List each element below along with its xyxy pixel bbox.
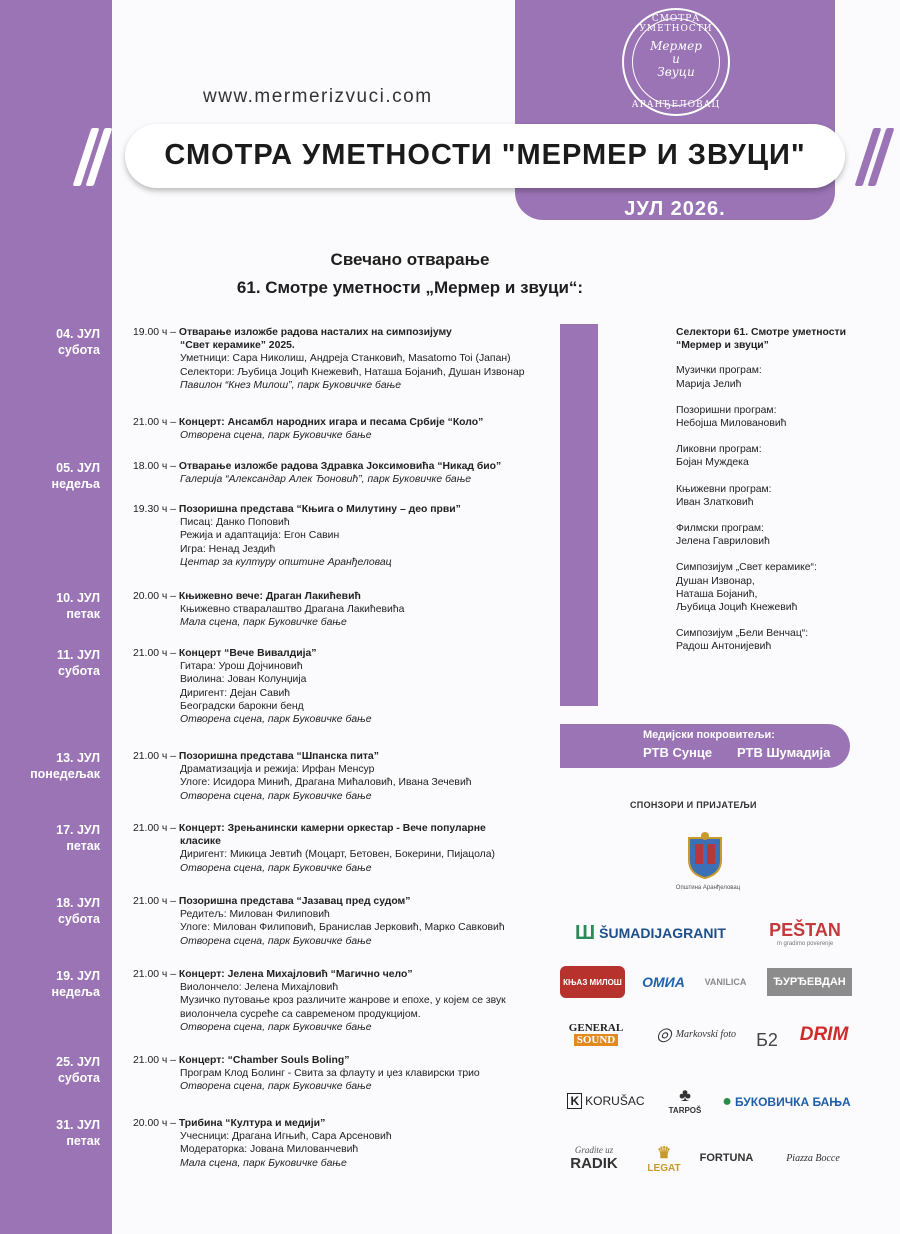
day-date: 18. ЈУЛ [56, 896, 100, 910]
selector-group [676, 627, 876, 653]
logo-seal [622, 8, 730, 116]
event-detail: виолончела сусреће са савременом продукцијом. [180, 1008, 421, 1020]
selector-name: Радош Антонијевић [676, 641, 772, 653]
day-weekday: петак [66, 607, 100, 621]
event-detail: Виолончело: Јелена Михајловић [180, 982, 339, 994]
event-detail: класике [180, 836, 221, 848]
day-weekday: субота [57, 1071, 100, 1085]
event-entry [133, 968, 558, 1034]
event-time: 21.00 ч – [133, 969, 176, 980]
event-venue: Отворена сцена, парк Буковичке бање [180, 935, 372, 947]
day-date: 13. ЈУЛ [56, 751, 100, 765]
logo-tarpos: ♣ TARPOŠ [668, 1085, 702, 1115]
selector-name: Љубица Јоцић Кнежевић [676, 602, 798, 614]
event-venue: Павилон “Кнез Милош”, парк Буковичке бање [180, 379, 402, 391]
event-entry [133, 1054, 558, 1094]
logo-vanilica: VANILICA [704, 977, 747, 987]
selector-group [676, 443, 876, 469]
event-heading [133, 968, 558, 981]
event-heading [133, 822, 558, 835]
crest-caption: Општина Аранђеловац [675, 885, 741, 891]
day-label [0, 750, 100, 782]
selector-group [676, 364, 876, 390]
event-detail: Модераторка: Јована Милованчевић [180, 1144, 359, 1156]
day-date: 31. ЈУЛ [56, 1118, 100, 1132]
event-detail: Гитара: Урош Дојчиновић [180, 661, 303, 673]
event-venue: Отворена сцена, парк Буковичке бање [180, 1021, 372, 1033]
event-time: 21.00 ч – [133, 648, 176, 659]
logo-bukovicka-banja: ● БУКОВИЧКА БАЊА [722, 1093, 851, 1110]
event-title: Концерт: Ансамбл народних игара и песама Србије “Коло” [178, 417, 484, 428]
seal-ring-top: СМОТРА УМЕТНОСТИ [639, 14, 713, 34]
logo-piazza-bocce: Piazza Bocce [786, 1152, 840, 1164]
day-label [0, 460, 100, 492]
logo-sumadija-granit: Ш ŠUMADIJAGRANIT [575, 921, 726, 944]
selector-name: Наташа Бојанић, [676, 588, 758, 600]
event-detail: Драматизација и режија: Ирфан Менсур [180, 764, 375, 776]
event-heading [133, 460, 558, 473]
event-entry [133, 750, 558, 803]
event-time: 21.00 ч – [133, 417, 176, 428]
event-title: Концерт: Зрењанински камерни оркестар - Вече популарне [178, 823, 486, 834]
event-title: Отварање изложбе радова насталих на симпозијуму [178, 327, 452, 338]
day-weekday: петак [66, 839, 100, 853]
logo-markovski-foto: ◎ Markovski foto [656, 1023, 736, 1044]
event-entry [133, 503, 558, 569]
event-time: 21.00 ч – [133, 823, 176, 834]
day-label [0, 968, 100, 1000]
event-venue: Мала сцена, парк Буковичке бање [180, 1157, 347, 1169]
event-heading [133, 590, 558, 603]
event-time: 21.00 ч – [133, 896, 176, 907]
logo-korusac: K KORUŠAC [561, 1090, 651, 1112]
event-venue: Отворена сцена, парк Буковичке бање [180, 862, 372, 874]
event-detail: Програм Клод Болинг - Свита за флауту и џез клавирски трио [180, 1068, 480, 1080]
day-label [0, 590, 100, 622]
logo-drim: DRIM [799, 1024, 849, 1045]
event-entry [133, 326, 558, 392]
selector-name: Бојан Муждека [676, 457, 749, 469]
day-date: 10. ЈУЛ [56, 591, 100, 605]
event-entry [133, 416, 558, 442]
event-venue: Галерија “Александар Алек Ђоновић”, парк Буковичке бање [180, 474, 472, 486]
event-detail: Режија и адаптација: Егон Савин [180, 530, 340, 542]
day-weekday: понедељак [30, 767, 100, 781]
event-time: 21.00 ч – [133, 1055, 176, 1066]
day-date: 25. ЈУЛ [56, 1055, 100, 1069]
title-banner [125, 124, 845, 188]
page-title: СМОТРА УМЕТНОСТИ "МЕРМЕР И ЗВУЦИ" [164, 139, 806, 171]
selector-name: Јелена Гавриловић [676, 536, 770, 548]
event-title: Отварање изложбе радова Здравка Јоксимовића “Никад био” [178, 461, 502, 472]
event-detail: Уметници: Сара Николиш, Андреја Станковић, Masatomo Toi (Јапан) [180, 353, 511, 365]
day-label [0, 1117, 100, 1149]
event-heading [133, 326, 558, 339]
event-detail: Виолина: Јован Колунџија [180, 674, 307, 686]
event-time: 19.00 ч – [133, 327, 176, 338]
event-title: Књижевно вече: Драган Лакићевић [178, 591, 361, 602]
event-heading [133, 895, 558, 908]
day-date: 11. ЈУЛ [56, 648, 100, 662]
selector-program: Филмски програм: [676, 523, 764, 535]
selector-name: Иван Златковић [676, 496, 754, 508]
event-detail: Диригент: Дејан Савић [180, 687, 291, 699]
day-date: 05. ЈУЛ [56, 461, 100, 475]
event-detail: Писац: Данко Поповић [180, 517, 290, 529]
event-venue: Мала сцена, парк Буковичке бање [180, 617, 347, 629]
event-title: Трибина “Култура и медији” [178, 1118, 326, 1129]
event-time: 20.00 ч – [133, 1118, 176, 1129]
day-weekday: недеља [51, 985, 100, 999]
event-venue: Отворена сцена, парк Буковичке бање [180, 790, 372, 802]
selector-program: Књижевни програм: [676, 483, 772, 495]
event-heading [133, 647, 558, 660]
event-heading [133, 1054, 558, 1067]
event-title: Позоришна представа “Књига о Милутину – део први” [178, 504, 461, 515]
event-time: 20.00 ч – [133, 591, 176, 602]
day-weekday: петак [66, 1134, 100, 1148]
event-heading [133, 416, 558, 429]
event-detail: Учесници: Драгана Игњић, Сара Арсеновић [180, 1131, 392, 1143]
logo-pestan: PEŠTAN m gradimo poverenje [769, 919, 841, 947]
logo-fortuna: FORTUNA [699, 1152, 754, 1164]
event-heading [133, 1117, 558, 1130]
logo-general-sound: GENERAL SOUND [568, 1022, 624, 1046]
event-venue: Отворена сцена, парк Буковичке бање [180, 1081, 372, 1093]
event-entry [133, 895, 558, 948]
selectors-title: Селектори 61. Смотре уметности “Мермер и звуци” [676, 327, 847, 352]
selector-group [676, 522, 876, 548]
day-weekday: субота [57, 664, 100, 678]
event-time: 18.00 ч – [133, 461, 176, 472]
media-label: Медијски покровитељи: [643, 729, 775, 741]
event-title: Концерт “Вече Вивалдија” [178, 648, 317, 659]
event-heading [133, 503, 558, 516]
day-weekday: субота [57, 343, 100, 357]
event-detail: Игра: Ненад Јездић [180, 543, 276, 555]
day-label [0, 647, 100, 679]
day-weekday: субота [57, 912, 100, 926]
selectors-panel [676, 326, 876, 667]
selector-name: Небојша Миловановић [676, 418, 787, 430]
selector-group [676, 561, 876, 614]
event-venue: Отворена сцена, парк Буковичке бање [180, 430, 372, 442]
event-detail: Књижевно стваралаштво Драгана Лакићевића [180, 604, 405, 616]
event-heading [133, 750, 558, 763]
festival-date: ЈУЛ 2026. [624, 198, 726, 220]
event-entry [133, 460, 558, 486]
event-entry [133, 647, 558, 726]
event-title: Позоришна представа “Шпанска пита” [178, 751, 379, 762]
media-item: РТВ Сунце [643, 745, 713, 760]
media-item: РТВ Шумадија [737, 745, 831, 760]
sponsors-title: СПОНЗОРИ И ПРИЈАТЕЉИ [630, 800, 757, 810]
seal-ring-bottom: АРАНЂЕЛОВАЦ [631, 100, 721, 110]
event-detail: Редитељ: Милован Филиповић [180, 909, 330, 921]
selector-program: Позоришни програм: [676, 404, 777, 416]
day-date: 04. ЈУЛ [56, 327, 100, 341]
event-detail: Селектори: Љубица Јоцић Кнежевић, Наташа Бојанић, Душан Извонар [180, 366, 525, 378]
day-weekday: недеља [51, 477, 100, 491]
logo-b2: Б2 [756, 1029, 778, 1050]
opening-heading: Свечано отварање 61. Смотре уметности „Мермер и звуци“: [236, 250, 584, 297]
event-detail: “Свет керамике” 2025. [180, 340, 295, 352]
website-url[interactable]: www.mermerizvuci.com [203, 86, 433, 107]
selector-program: Симпозијум „Свет керамике“: [676, 562, 817, 574]
event-detail: Музичко путовање кроз различите жанрове и епохе, у којем се звук [180, 995, 506, 1007]
selector-name: Марија Јелић [676, 378, 742, 390]
logo-radik: Gradite uz RADIK [570, 1145, 618, 1172]
logo-djurdjevdan: ЂУРЂЕВДАН [767, 968, 852, 996]
event-title: Концерт: “Chamber Souls Boling” [178, 1055, 350, 1066]
event-time: 21.00 ч – [133, 751, 176, 762]
event-title: Позоришна представа “Јазавац пред судом” [178, 896, 411, 907]
selector-group [676, 404, 876, 430]
selector-program: Симпозијум „Бели Венчац“: [676, 628, 809, 640]
day-label [0, 822, 100, 854]
day-label [0, 1054, 100, 1086]
event-entry [133, 590, 558, 630]
event-detail: Диригент: Микица Јевтић (Моцарт, Бетовен, Бокерини, Пијацола) [180, 849, 495, 861]
selector-program: Музички програм: [676, 365, 762, 377]
selectors-bracket [560, 324, 598, 768]
event-time: 19.30 ч – [133, 504, 176, 515]
day-label [0, 326, 100, 358]
event-title: Концерт: Јелена Михајловић “Магично чело” [178, 969, 413, 980]
day-label [0, 895, 100, 927]
logo-knjaz-milos: КЊАЗ МИЛОШ [560, 966, 625, 998]
selector-group [676, 483, 876, 509]
event-detail: Београдски барокни бенд [180, 700, 304, 712]
event-detail: Улоге: Милован Филиповић, Бранислав Јерковић, Марко Савковић [180, 922, 505, 934]
event-venue: Центар за културу општине Аранђеловац [180, 556, 392, 568]
bracket-gap [560, 706, 860, 724]
event-entry [133, 822, 558, 875]
day-date: 19. ЈУЛ [56, 969, 100, 983]
day-date: 17. ЈУЛ [56, 823, 100, 837]
selector-name: Душан Извонар, [676, 575, 755, 587]
seal-center-text: Мермер и Звуци [650, 39, 702, 79]
selector-program: Ликовни програм: [676, 444, 762, 456]
event-detail: Улоге: Исидора Минић, Драгана Мићаловић, Ивана Зечевић [180, 777, 472, 789]
event-venue: Отворена сцена, парк Буковичке бање [180, 714, 372, 726]
logo-omia: ОМИА [642, 974, 685, 990]
logo-legat: ♛ LEGAT [647, 1144, 681, 1174]
event-entry [133, 1117, 558, 1170]
coat-of-arms-icon [683, 832, 727, 880]
